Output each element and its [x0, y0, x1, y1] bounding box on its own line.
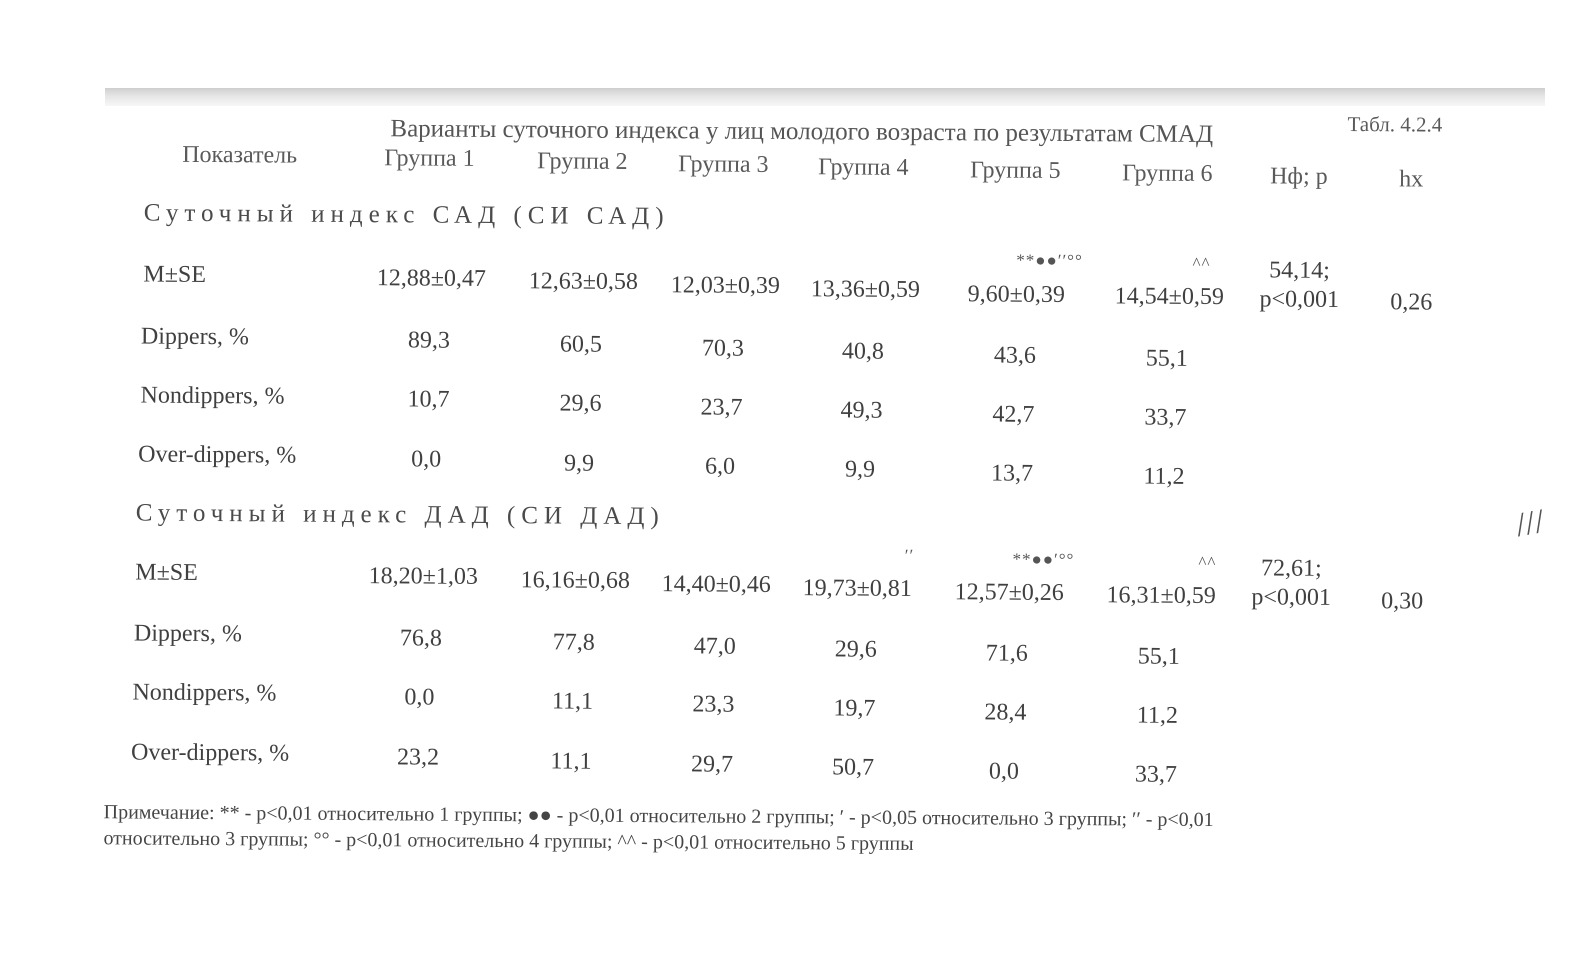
table-cell: 29,7	[690, 751, 734, 778]
table-cell: 40,8	[841, 338, 884, 365]
row-label-nondippers: Nondippers, %	[132, 679, 277, 707]
table-cell: 55,1	[1137, 643, 1180, 670]
table-cell: 16,31±0,59	[1106, 582, 1216, 610]
header-hx: hx	[1399, 166, 1424, 193]
table-cell: 11,2	[1143, 463, 1185, 490]
significance-mark-g6: ^^	[1192, 253, 1211, 273]
table-cell: 29,6	[559, 390, 602, 417]
table-cell: 71,6	[985, 640, 1028, 667]
table-cell: 28,4	[984, 699, 1027, 726]
table-cell: 42,7	[992, 401, 1035, 428]
table-cell: 10,7	[407, 386, 450, 413]
header-group-6: Группа 6	[1122, 160, 1213, 188]
header-group-1: Группа 1	[384, 145, 475, 172]
header-nf-p: Нф; р	[1270, 163, 1328, 190]
row-label-nondippers: Nondippers, %	[140, 382, 285, 410]
table-cell: 50,7	[831, 754, 875, 781]
table-cell: 29,6	[834, 636, 877, 663]
table-cell: 16,16±0,68	[520, 567, 630, 594]
table-cell: 9,9	[844, 456, 876, 483]
significance-mark-g4: ′′	[904, 545, 915, 565]
stat-value: 54,14;	[1269, 257, 1330, 284]
table-cell: 76,8	[399, 625, 442, 652]
header-group-5: Группа 5	[970, 157, 1061, 184]
table-cell: 0,0	[411, 446, 442, 473]
significance-mark-g6: ^^	[1198, 552, 1217, 573]
header-group-4: Группа 4	[818, 154, 909, 181]
table-cell: 55,1	[1145, 345, 1188, 372]
table-cell: 23,7	[700, 394, 743, 421]
header-group-3: Группа 3	[678, 151, 769, 178]
row-label-mse: M±SE	[135, 559, 198, 586]
table-cell: 33,7	[1144, 404, 1187, 431]
table-cell: 18,20±1,03	[368, 563, 478, 590]
table-cell: 6,0	[705, 453, 736, 480]
row-label-dippers: Dippers, %	[133, 620, 242, 648]
table-cell: 19,7	[833, 695, 876, 722]
table-cell: 60,5	[559, 331, 603, 358]
section-title-sad: Суточный индекс САД (СИ САД)	[143, 199, 670, 231]
table-cell: 12,88±0,47	[376, 265, 487, 292]
p-value: p<0,001	[1259, 286, 1340, 313]
table-cell: 13,36±0,59	[810, 276, 920, 303]
table-cell: 89,3	[407, 327, 451, 354]
table-cell: 12,03±0,39	[670, 272, 781, 299]
table-cell: 11,1	[551, 688, 594, 715]
table-cell: 11,1	[550, 748, 592, 775]
table-cell: 9,60±0,39	[967, 281, 1065, 308]
table-cell: 19,73±0,81	[802, 575, 912, 602]
row-label-dippers: Dippers, %	[140, 323, 250, 351]
table-note-line-2: относительно 3 группы; °° - p<0,01 относительно 4 группы; ^^ - p<0,01 относительно 5 группы	[103, 827, 914, 855]
header-group-2: Группа 2	[537, 148, 628, 175]
margin-mark: ///	[1512, 502, 1548, 545]
table-cell: 0,0	[988, 758, 1020, 785]
hx-value: 0,30	[1381, 588, 1424, 615]
table-cell: 23,2	[396, 744, 440, 771]
table-cell: 12,63±0,58	[528, 268, 639, 296]
table-cell: 11,2	[1136, 702, 1179, 729]
stat-value: 72,61;	[1260, 555, 1322, 582]
table-number: Табл. 4.2.4	[1347, 111, 1443, 137]
table-cell: 14,54±0,59	[1114, 283, 1224, 311]
table-note-line-1: Примечание: ** - p<0,01 относительно 1 группы; ●● - p<0,01 относительно 2 группы; ′ - p<0,05 относительно 3 группы; ′′ - p<0,01	[103, 801, 1214, 832]
table-cell: 70,3	[701, 335, 745, 362]
table-cell: 14,40±0,46	[661, 571, 771, 598]
table-cell: 12,57±0,26	[954, 579, 1064, 606]
table-caption: Варианты суточного индекса у лиц молодого возраста по результатам СМАД	[390, 115, 1214, 149]
table-cell: 13,7	[990, 460, 1034, 487]
table-cell: 47,0	[693, 633, 736, 660]
header-indicator: Показатель	[182, 141, 298, 169]
section-title-dad: Суточный индекс ДАД (СИ ДАД)	[135, 499, 665, 531]
table-cell: 33,7	[1134, 761, 1178, 788]
row-label-mse: M±SE	[143, 261, 207, 288]
table-cell: 0,0	[404, 684, 435, 711]
hx-value: 0,26	[1390, 289, 1433, 316]
row-label-over-dippers: Over-dippers, %	[130, 739, 290, 767]
table-cell: 9,9	[564, 450, 595, 477]
table-cell: 49,3	[840, 397, 883, 424]
table-cell: 23,3	[692, 691, 735, 718]
table-cell: 43,6	[993, 342, 1036, 369]
row-label-over-dippers: Over-dippers, %	[138, 441, 297, 469]
p-value: p<0,001	[1251, 584, 1332, 611]
significance-mark-g5: **●●′′°°	[1016, 250, 1083, 271]
significance-mark-g5: **●●′°°	[1012, 549, 1075, 570]
table-cell: 77,8	[552, 629, 595, 656]
